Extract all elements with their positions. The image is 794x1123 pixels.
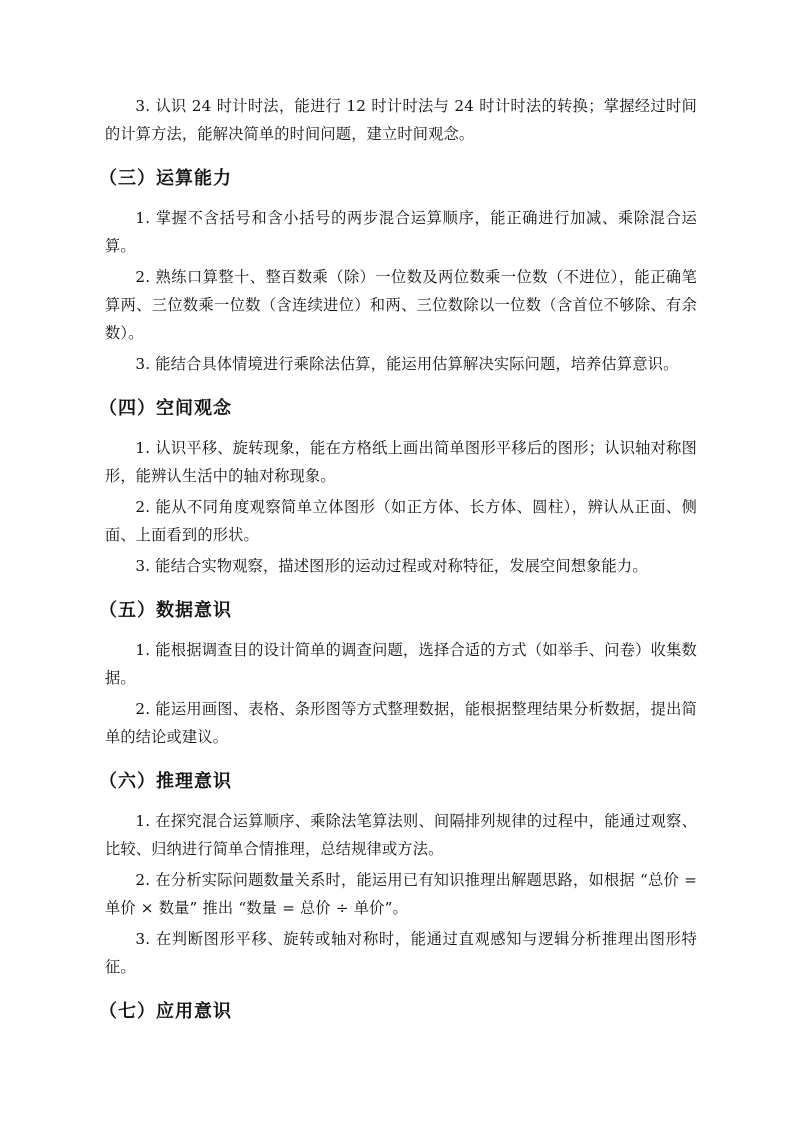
paragraph: 2. 能运用画图、表格、条形图等方式整理数据，能根据整理结果分析数据，提出简单的结论或建议。 xyxy=(105,700,697,746)
paragraph: 1. 在探究混合运算顺序、乘除法笔算法则、间隔排列规律的过程中，能通过观察、比较、归纳进行简单合情推理，总结规律或方法。 xyxy=(105,812,697,858)
section-heading: （五）数据意识 xyxy=(99,600,232,621)
section-data xyxy=(99,596,697,751)
section-reasoning xyxy=(99,767,697,981)
section-application xyxy=(99,997,697,1027)
section-heading: （六）推理意识 xyxy=(99,771,232,792)
section-heading: （三）运算能力 xyxy=(99,168,232,189)
paragraph: 1. 掌握不含括号和含小括号的两步混合运算顺序，能正确进行加减、乘除混合运算。 xyxy=(105,209,697,255)
paragraph: 2. 在分析实际问题数量关系时，能运用已有知识推理出解题思路，如根据 “总价 = 单价 × 数量” 推出 “数量 = 总价 ÷ 单价”。 xyxy=(105,871,697,917)
paragraph: 3. 能结合具体情境进行乘除法估算，能运用估算解决实际问题，培养估算意识。 xyxy=(135,355,679,373)
paragraph: 1. 能根据调查目的设计简单的调查问题，选择合适的方式（如举手、问卷）收集数据。 xyxy=(105,641,697,687)
section-heading: （四）空间观念 xyxy=(99,398,232,419)
section-heading: （七）应用意识 xyxy=(99,1001,232,1022)
section-computation xyxy=(99,164,697,378)
paragraph-time-concept: 3. 认识 24 时计时法，能进行 12 时计时法与 24 时计时法的转换；掌握经过时间的计算方法，能解决简单的时间问题，建立时间观念。 xyxy=(105,97,697,143)
paragraph: 2. 能从不同角度观察简单立体图形（如正方体、长方体、圆柱），辨认从正面、侧面、上面看到的形状。 xyxy=(105,498,697,544)
paragraph: 3. 在判断图形平移、旋转或轴对称时，能通过直观感知与逻辑分析推理出图形特征。 xyxy=(105,930,697,976)
section-spatial xyxy=(99,394,697,580)
paragraph: 2. 熟练口算整十、整百数乘（除）一位数及两位数乘一位数（不进位），能正确笔算两、三位数乘一位数（含连续进位）和两、三位数除以一位数（含首位不够除、有余数）。 xyxy=(105,268,697,342)
document-body xyxy=(99,92,697,1037)
paragraph: 3. 能结合实物观察，描述图形的运动过程或对称特征，发展空间想象能力。 xyxy=(135,557,648,575)
paragraph: 1. 认识平移、旋转现象，能在方格纸上画出简单图形平移后的图形；认识轴对称图形，能辨认生活中的轴对称现象。 xyxy=(105,439,697,485)
